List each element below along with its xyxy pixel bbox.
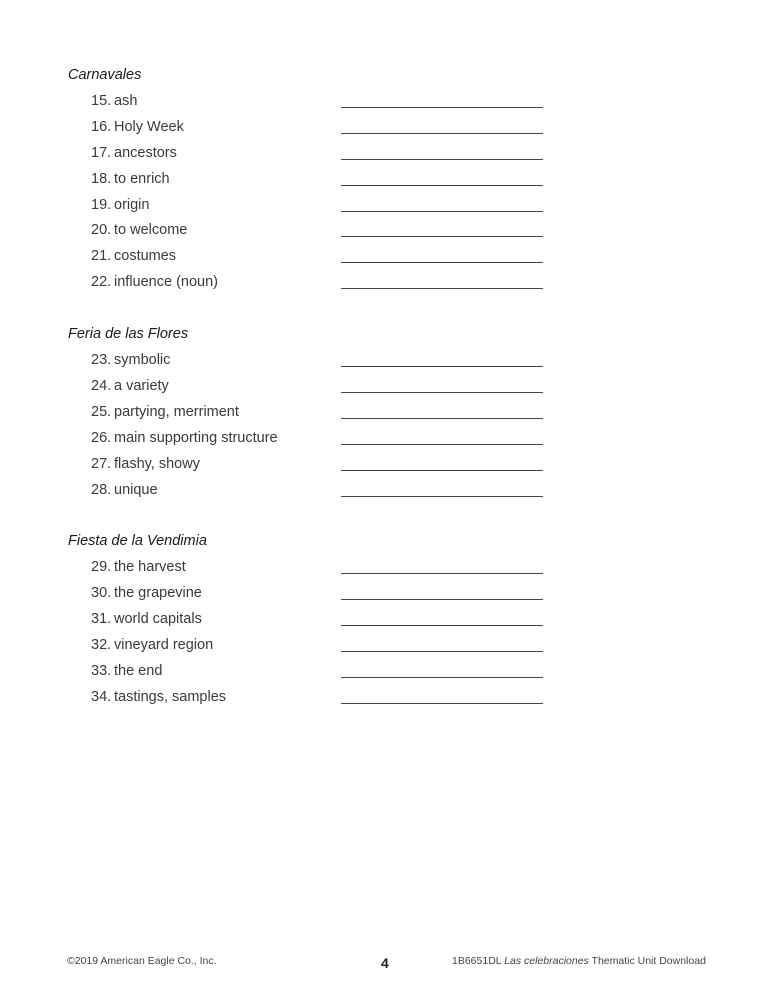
item-term: costumes [114,248,177,264]
vocab-item [91,559,551,581]
answer-line[interactable] [341,288,543,289]
item-number: 15. [91,93,112,109]
item-number: 33. [91,663,112,679]
item-number: 32. [91,637,112,653]
item-number: 20. [91,222,112,238]
item-term: influence (noun) [114,274,218,290]
item-number: 24. [91,378,112,394]
answer-line[interactable] [341,651,543,652]
item-number: 25. [91,404,112,420]
item-term: main supporting structure [114,430,278,446]
item-term: world capitals [114,611,202,627]
item-term: origin [114,197,150,213]
vocab-item [91,378,551,400]
footer-unit-title: Las celebraciones [504,955,589,967]
answer-line[interactable] [341,392,543,393]
vocab-item [91,611,551,633]
answer-line[interactable] [341,703,543,704]
answer-line[interactable] [341,159,543,160]
item-number: 22. [91,274,112,290]
vocab-item [91,93,551,115]
vocab-item [91,248,551,270]
answer-line[interactable] [341,133,543,134]
vocab-item [91,430,551,452]
item-term: flashy, showy [114,456,200,472]
vocab-item [91,274,551,296]
vocab-item [91,585,551,607]
item-number: 31. [91,611,112,627]
item-term: unique [114,482,158,498]
item-number: 19. [91,197,112,213]
answer-line[interactable] [341,573,543,574]
vocab-item [91,171,551,193]
answer-line[interactable] [341,185,543,186]
vocab-item [91,222,551,244]
vocab-item [91,145,551,167]
item-number: 17. [91,145,112,161]
item-number: 29. [91,559,112,575]
section-title-vendimia: Fiesta de la Vendimia [68,533,207,549]
footer-suffix: Thematic Unit Download [591,955,706,967]
section-title-feria: Feria de las Flores [68,326,189,342]
vocab-item [91,689,551,711]
answer-line[interactable] [341,599,543,600]
answer-line[interactable] [341,496,543,497]
item-number: 28. [91,482,112,498]
answer-line[interactable] [341,366,543,367]
section-title-carnavales: Carnavales [68,67,142,83]
footer-code: 1B6651DL [452,955,502,967]
item-term: partying, merriment [114,404,239,420]
item-number: 18. [91,171,112,187]
item-term: to enrich [114,171,170,187]
vocab-item [91,119,551,141]
item-term: a variety [114,378,169,394]
item-term: ash [114,93,138,109]
vocab-item [91,637,551,659]
item-term: to welcome [114,222,188,238]
item-number: 16. [91,119,112,135]
vocab-item [91,404,551,426]
answer-line[interactable] [341,211,543,212]
item-term: ancestors [114,145,177,161]
answer-line[interactable] [341,444,543,445]
footer-unit-info [452,955,706,967]
item-term: vineyard region [114,637,214,653]
answer-line[interactable] [341,418,543,419]
answer-line[interactable] [341,262,543,263]
page-number: 4 [381,955,389,971]
item-term: the harvest [114,559,186,575]
answer-line[interactable] [341,236,543,237]
item-term: the grapevine [114,585,202,601]
footer-copyright: ©2019 American Eagle Co., Inc. [67,955,217,967]
vocab-item [91,352,551,374]
item-term: symbolic [114,352,171,368]
item-term: Holy Week [114,119,184,135]
item-number: 26. [91,430,112,446]
answer-line[interactable] [341,107,543,108]
item-term: the end [114,663,163,679]
item-number: 30. [91,585,112,601]
item-number: 27. [91,456,112,472]
vocab-item [91,197,551,219]
answer-line[interactable] [341,470,543,471]
answer-line[interactable] [341,625,543,626]
item-number: 23. [91,352,112,368]
vocab-item [91,482,551,504]
item-term: tastings, samples [114,689,227,705]
item-number: 21. [91,248,112,264]
item-number: 34. [91,689,112,705]
vocab-item [91,663,551,685]
vocab-item [91,456,551,478]
answer-line[interactable] [341,677,543,678]
